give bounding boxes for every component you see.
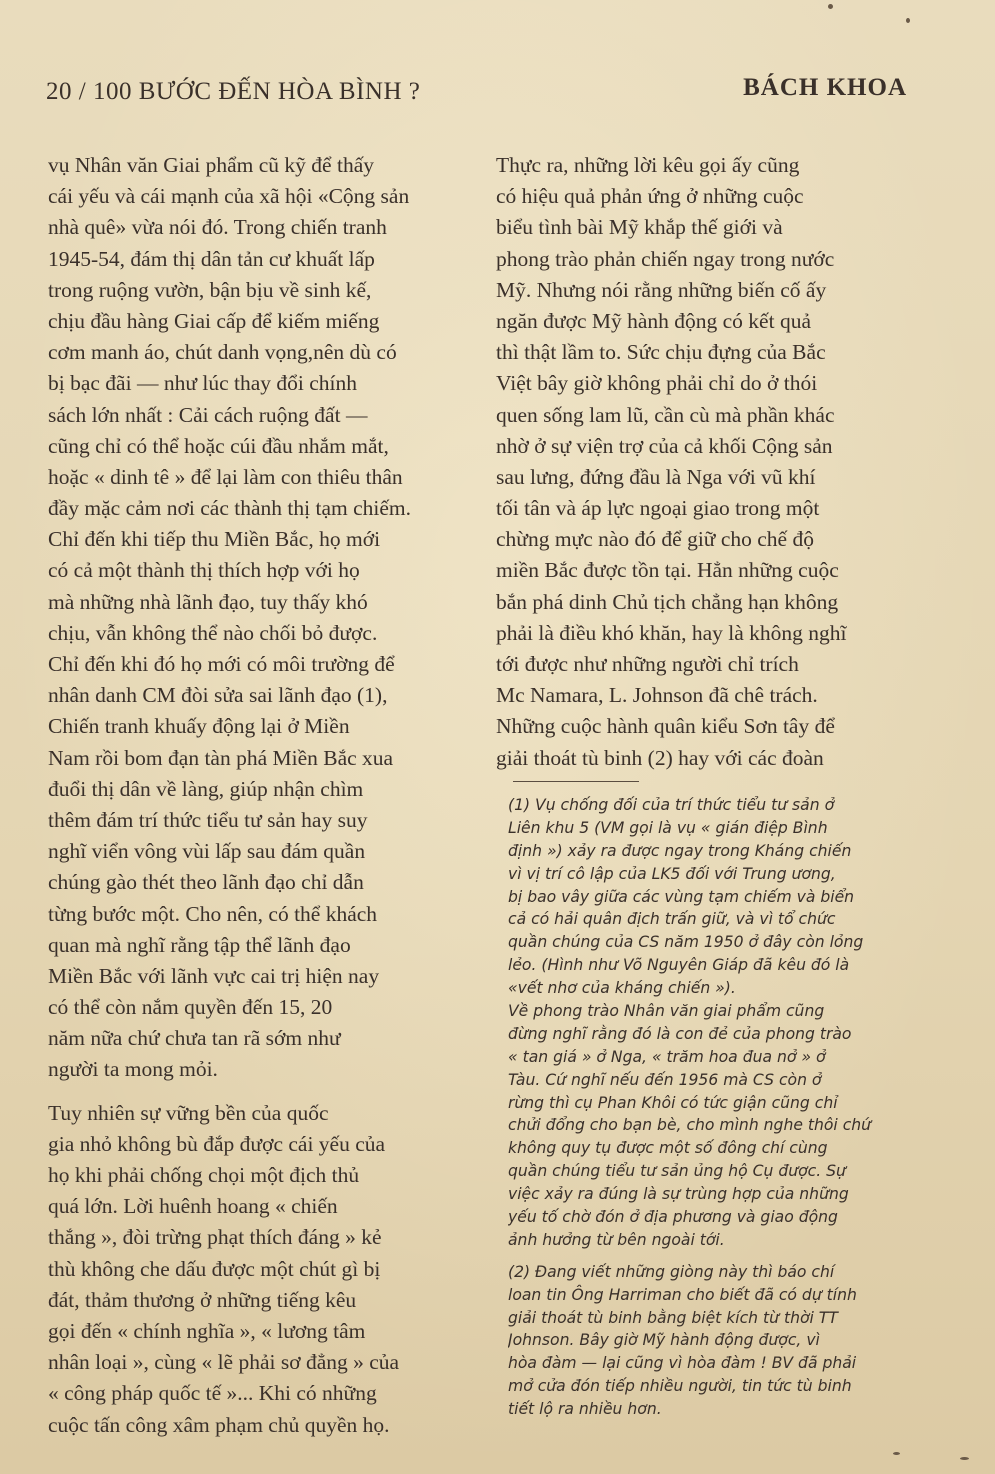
left-paragraph-1 <box>48 150 480 1086</box>
footnote-line: quần chúng của CS năm 1950 ở đây còn lỏng <box>508 933 864 952</box>
footnotes <box>508 794 933 1421</box>
text-line: quen sống lam lũ, cần cù mà phần khác <box>496 402 835 427</box>
text-line: năm nữa chứ chưa tan rã sớm như <box>48 1026 341 1051</box>
paper-speck <box>906 18 910 23</box>
text-line: quá lớn. Lời huênh hoang « chiến <box>48 1194 338 1219</box>
footnote-line: yếu tố chờ đón ở địa phương và giao động <box>508 1208 838 1227</box>
text-line: nhờ ở sự viện trợ của cả khối Cộng sản <box>496 433 833 458</box>
footnote-line: Liên khu 5 (VM gọi là vụ « gián điệp Bình <box>508 818 828 837</box>
text-line: chịu, vẫn không thể nào chối bỏ được. <box>48 620 378 645</box>
text-line: gia nhỏ không bù đắp được cái yếu của <box>48 1131 386 1156</box>
text-line: Chỉ đến khi tiếp thu Miền Bắc, họ mới <box>48 527 381 552</box>
text-line: bắn phá dinh Chủ tịch chẳng hạn không <box>496 589 839 614</box>
footnote-line: Johnson. Bây giờ Mỹ hành động được, vì <box>508 1331 820 1350</box>
text-line: Mc Namara, L. Johnson đã chê trách. <box>496 683 818 708</box>
footnote-line: ảnh hưởng từ bên ngoài tới. <box>508 1230 725 1249</box>
text-line: gọi đến « chính nghĩa », « lương tâm <box>48 1318 366 1343</box>
text-line: sau lưng, đứng đầu là Nga với vũ khí <box>496 464 816 489</box>
text-line: thì thật lầm to. Sức chịu đựng của Bắc <box>496 340 826 365</box>
text-line: chịu đầu hàng Giai cấp để kiếm miếng <box>48 308 380 333</box>
text-line: ngăn được Mỹ hành động có kết quả <box>496 308 811 333</box>
footnote-line: bị bao vây giữa các vùng tạm chiếm và biển <box>508 887 855 906</box>
text-line: có cả một thành thị thích hợp với họ <box>48 558 360 583</box>
text-line: phong trào phản chiến ngay trong nước <box>496 246 835 271</box>
footnote-1 <box>508 794 933 1000</box>
footnote-line: chửi đổng cho bạn bè, cho mình nghe thôi chứ <box>508 1116 872 1135</box>
text-line: nghĩ viển vông vùi lấp sau đám quần <box>48 839 366 864</box>
footnote-line: giải thoát tù binh bằng biệt kích từ thời TT <box>508 1308 838 1327</box>
footnote-line: Tàu. Cứ nghĩ nếu đến 1956 mà CS còn ở <box>508 1070 822 1089</box>
text-line: từng bước một. Cho nên, có thể khách <box>48 901 378 926</box>
footnote-line: loan tin Ông Harriman cho biết đã có dự tính <box>508 1285 857 1304</box>
text-line: Những cuộc hành quân kiểu Sơn tây để <box>496 714 835 739</box>
text-line: thù không che dấu được một chút gì bị <box>48 1256 381 1281</box>
footnote-line: cả có hải quân địch trấn giữ, và vì tổ chức <box>508 910 836 929</box>
text-line: trong ruộng vườn, bận bịu về sinh kế, <box>48 277 372 302</box>
text-line: họ khi phải chống chọi một địch thủ <box>48 1163 360 1187</box>
footnote-line: (2) Đang viết những giòng này thì báo chí <box>508 1262 835 1281</box>
text-line: Chiến tranh khuấy động lại ở Miền <box>48 714 350 739</box>
paper-speck <box>893 1452 900 1455</box>
text-line: sách lớn nhất : Cải cách ruộng đất — <box>48 402 368 427</box>
text-line: thêm đám trí thức tiểu tư sản hay suy <box>48 807 368 832</box>
footnote-line: quần chúng tiểu tư sản ủng hộ Cụ được. Sự <box>508 1162 846 1181</box>
text-line: Chỉ đến khi đó họ mới có môi trường để <box>48 652 395 676</box>
text-line: Mỹ. Nhưng nói rằng những biến cố ấy <box>496 277 827 302</box>
text-line: vụ Nhân văn Giai phẩm cũ kỹ để thấy <box>48 153 374 177</box>
footnote-line: Về phong trào Nhân văn giai phẩm cũng <box>508 1002 825 1021</box>
left-paragraph-2 <box>48 1098 480 1441</box>
text-line: Thực ra, những lời kêu gọi ấy cũng <box>496 153 800 177</box>
footnote-line: «vết nhơ của kháng chiến »). <box>508 979 736 998</box>
footnote-line: hòa đàm — lại cũng vì hòa đàm ! BV đã phải <box>508 1354 857 1373</box>
footnote-line: vì vị trí cô lập của LK5 đối với Trung ương, <box>508 864 836 883</box>
footnote-line: (1) Vụ chống đối của trí thức tiểu tư sản ở <box>508 796 835 814</box>
text-line: phải là điều khó khăn, hay là không nghĩ <box>496 620 847 645</box>
paper-speck <box>828 4 833 9</box>
footnote-1-continued <box>508 1000 933 1252</box>
text-line: thắng », đòi trừng phạt thích đáng » kẻ <box>48 1225 382 1250</box>
right-column <box>496 150 914 774</box>
text-line: Miền Bắc với lãnh vực cai trị hiện nay <box>48 963 380 988</box>
text-line: chừng mực nào đó để giữ cho chế độ <box>496 527 814 552</box>
left-column <box>48 150 480 1441</box>
footnote-line: đừng nghĩ rằng đó là con đẻ của phong trào <box>508 1024 852 1043</box>
text-line: cơm manh áo, chút danh vọng,nên dù có <box>48 340 397 365</box>
running-header-right: BÁCH KHOA <box>743 74 907 101</box>
text-line: hoặc « dinh tê » để lại làm con thiêu thân <box>48 464 403 489</box>
footnote-line: lẻo. (Hình như Võ Nguyên Giáp đã kêu đó là <box>508 956 850 975</box>
footnote-line: không quy tụ được một số đông chí cùng <box>508 1139 828 1158</box>
footnote-line: rừng thì cụ Phan Khôi có tức giận cũng chỉ <box>508 1093 838 1112</box>
text-line: nhà quê» vừa nói đó. Trong chiến tranh <box>48 215 387 240</box>
text-line: đuổi thị dân về làng, giúp nhận chìm <box>48 776 364 801</box>
running-header-left: 20 / 100 BƯỚC ĐẾN HÒA BÌNH ? <box>46 78 421 105</box>
footnote-line: việc xảy ra đúng là sự trùng hợp của những <box>508 1185 849 1204</box>
text-line: tối tân và áp lực ngoại giao trong một <box>496 496 820 521</box>
text-line: miền Bắc được tồn tại. Hẳn những cuộc <box>496 558 839 583</box>
text-line: nhân danh CM đòi sửa sai lãnh đạo (1), <box>48 683 388 708</box>
text-line: Nam rồi bom đạn tàn phá Miền Bắc xua <box>48 745 394 770</box>
text-line: bị bạc đãi — như lúc thay đổi chính <box>48 371 357 396</box>
text-line: người ta mong mỏi. <box>48 1057 218 1082</box>
text-line: nhân loại », cùng « lẽ phải sơ đẳng » của <box>48 1350 400 1375</box>
footnote-divider <box>513 781 639 782</box>
paper-speck <box>960 1457 969 1460</box>
text-line: có thể còn nắm quyền đến 15, 20 <box>48 995 333 1020</box>
footnote-line: mở cửa đón tiếp nhiều người, tin tức tù binh <box>508 1377 852 1396</box>
right-paragraph-1 <box>496 150 914 774</box>
text-line: biểu tình bài Mỹ khắp thế giới và <box>496 215 783 240</box>
text-line: đầy mặc cảm nơi các thành thị tạm chiếm. <box>48 496 411 521</box>
text-line: cũng chỉ có thể hoặc cúi đầu nhắm mắt, <box>48 433 389 458</box>
footnote-line: « tan giá » ở Nga, « trăm hoa đua nở » ở <box>508 1047 826 1066</box>
text-line: cái yếu và cái mạnh của xã hội «Cộng sản <box>48 184 410 209</box>
text-line: 1945-54, đám thị dân tản cư khuất lấp <box>48 246 375 271</box>
text-line: Tuy nhiên sự vững bền của quốc <box>48 1100 329 1125</box>
text-line: giải thoát tù binh (2) hay với các đoàn <box>496 745 824 770</box>
text-line: đát, thảm thương ở những tiếng kêu <box>48 1287 357 1312</box>
text-line: mà những nhà lãnh đạo, tuy thấy khó <box>48 589 368 614</box>
text-line: chúng gào thét theo lãnh đạo chỉ dẫn <box>48 870 364 895</box>
footnote-line: tiết lộ ra nhiều hơn. <box>508 1400 662 1419</box>
text-line: « công pháp quốc tế »... Khi có những <box>48 1381 377 1406</box>
footnote-2 <box>508 1261 933 1421</box>
text-line: cuộc tấn công xâm phạm chủ quyền họ. <box>48 1412 390 1437</box>
text-line: tới được như những người chỉ trích <box>496 652 799 676</box>
text-line: Việt bây giờ không phải chỉ do ở thói <box>496 371 818 396</box>
text-line: quan mà nghĩ rằng tập thể lãnh đạo <box>48 932 351 957</box>
footnote-line: định ») xảy ra được ngay trong Kháng chiến <box>508 841 852 860</box>
text-line: có hiệu quả phản ứng ở những cuộc <box>496 184 804 209</box>
